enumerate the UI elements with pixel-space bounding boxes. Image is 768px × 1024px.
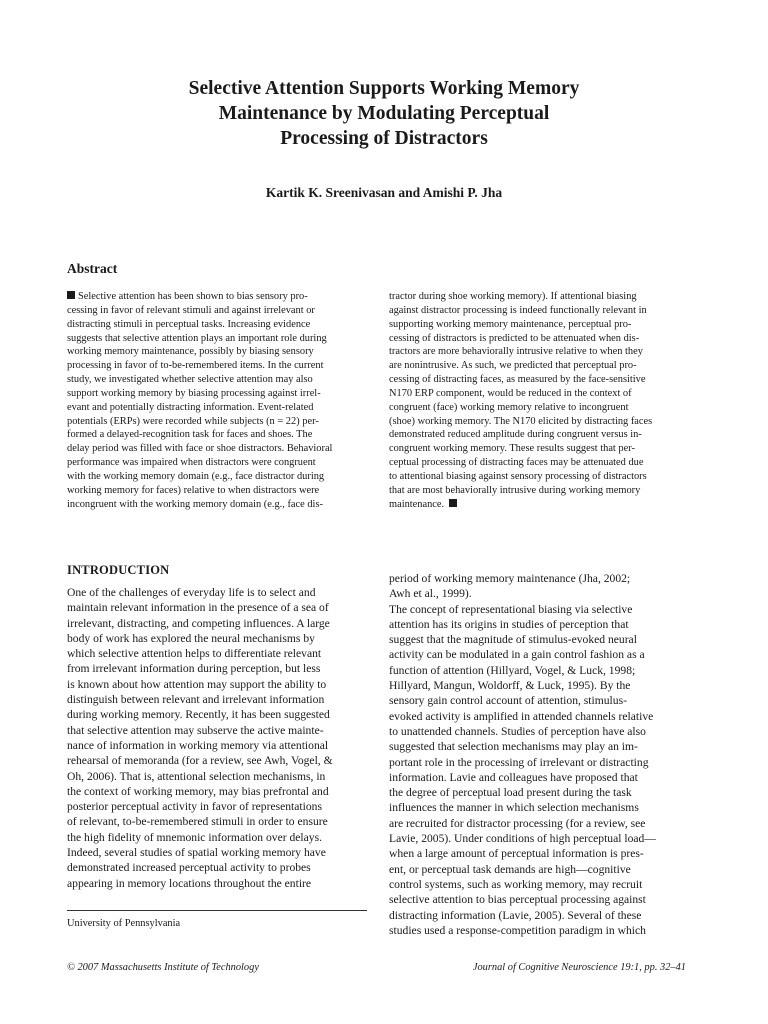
text-line: selective attention to bias perceptual processing against <box>389 893 646 907</box>
text-line: processing in favor of to-be-remembered items. In the current <box>67 360 324 372</box>
text-line: cessing in favor of relevant stimuli and against irrelevant or <box>67 304 315 316</box>
abstract-left-column <box>67 290 367 512</box>
text-line: when a large amount of perceptual information is pres- <box>389 847 644 861</box>
affiliation: University of Pennsylvania <box>67 918 181 929</box>
footnote-divider <box>67 910 367 911</box>
text-line: study, we investigated whether selective attention may also <box>67 374 313 386</box>
text-line: Oh, 2006). That is, attentional selection mechanisms, in <box>67 769 326 783</box>
text-line: support working memory by biasing processing against irrel- <box>67 387 321 399</box>
text-line: period of working memory maintenance (Jha, 2002; <box>389 572 631 585</box>
text-line: evant and potentially distracting information. Event-related <box>67 401 314 413</box>
text-line: (shoe) working memory. The N170 elicited by distracting faces <box>389 415 653 427</box>
text-line: maintenance. <box>389 498 689 512</box>
text-line: Lavie, 2005). Under conditions of high perceptual load— <box>389 832 656 846</box>
text-line: cessing of distracting faces, as measured by the face-sensitive <box>389 374 646 386</box>
text-line: Hillyard, Mangun, Woldorff, & Luck, 1995). By the <box>389 679 631 693</box>
text-line: cessing of distractors is predicted to be attenuated when dis- <box>389 332 640 344</box>
text-line: congruent (face) working memory relative to incongruent <box>389 401 629 413</box>
abstract-start-square-icon <box>67 291 75 299</box>
text-line: influences the manner in which selection mechanisms <box>389 801 639 815</box>
text-line: to attentional biasing against sensory processing of distractors <box>389 470 647 482</box>
text-line: One of the challenges of everyday life is to select and <box>67 586 316 599</box>
introduction-heading: INTRODUCTION <box>67 563 170 577</box>
text-line: demonstrated reduced amplitude during congruent versus in- <box>389 429 642 441</box>
text-line: are nonintrusive. As such, we predicted that perceptual pro- <box>389 360 637 372</box>
abstract-end-square-icon <box>449 499 457 507</box>
text-line: are recruited for distractor processing (for a review, see <box>389 816 646 830</box>
text-line: control systems, such as working memory, may recruit <box>389 877 643 891</box>
text-line: nance of information in working memory via attentional <box>67 738 329 752</box>
abstract-right-column <box>389 290 689 512</box>
text-line: incongruent with the working memory domain (e.g., face dis- <box>67 498 323 510</box>
text-line: evoked activity is amplified in attended channels relative <box>389 709 654 723</box>
text-line: suggested that selection mechanisms may play an im- <box>389 740 638 754</box>
text-line: rehearsal of memoranda (for a review, see Awh, Vogel, & <box>67 754 333 768</box>
text-line: studies used a response-competition paradigm in which <box>389 923 646 937</box>
abstract-heading: Abstract <box>67 261 118 276</box>
text-line: attention has its origins in studies of perception that <box>389 617 629 631</box>
text-line: which selective attention helps to differentiate relevant <box>67 647 322 661</box>
text-line: The concept of representational biasing via selective <box>389 602 633 616</box>
text-line: supporting working memory maintenance, perceptual pro- <box>389 318 632 330</box>
text-line: with the working memory domain (e.g., face distractor during <box>67 470 325 482</box>
text-line: demonstrated increased perceptual activity to probes <box>67 861 311 875</box>
text-line: tractors are more behaviorally intrusive relative to when they <box>389 346 643 358</box>
text-line: from irrelevant information during perception, but less <box>67 662 321 676</box>
text-line: formed a delayed-recognition task for faces and shoes. The <box>67 429 313 441</box>
text-line: activity can be modulated in a gain control fashion as a <box>389 648 645 662</box>
text-line: delay period was filled with face or shoe distractors. Behavioral <box>67 443 333 455</box>
text-line: the high fidelity of mnemonic information over delays. <box>67 830 323 844</box>
text-line: working memory for faces) relative to when distractors were <box>67 484 320 496</box>
text-line: tractor during shoe working memory). If attentional biasing <box>389 291 637 302</box>
text-line: working memory maintenance, possibly by biasing sensory <box>67 346 314 358</box>
text-line: suggest that the magnitude of stimulus-evoked neural <box>389 633 637 647</box>
text-line: that selective attention may subserve the active mainte- <box>67 723 324 737</box>
text-line: the context of working memory, may bias prefrontal and <box>67 784 329 798</box>
text-line: distracting information (Lavie, 2005). Several of these <box>389 908 642 922</box>
text-line: Indeed, several studies of spatial working memory have <box>67 846 326 860</box>
copyright-notice: © 2007 Massachusetts Institute of Technology <box>67 962 259 973</box>
text-line: against distractor processing is indeed functionally relevant in <box>389 304 647 316</box>
text-line: irrelevant, distracting, and competing influences. A large <box>67 616 330 630</box>
title-line: Maintenance by Modulating Perceptual <box>218 103 550 124</box>
text-line: ent, or perceptual task demands are high—cognitive <box>389 862 631 876</box>
text-line: the degree of perceptual load present during the task <box>389 786 632 800</box>
text-line: is known about how attention may support the ability to <box>67 677 327 691</box>
text-line: distracting stimuli in perceptual tasks. Increasing evidence <box>67 318 311 330</box>
text-line: of relevant, to-be-remembered stimuli in order to ensure <box>67 815 328 829</box>
text-line: information. Lavie and colleagues have proposed that <box>389 770 638 784</box>
paper-title <box>90 76 678 151</box>
introduction-left-column <box>67 585 367 891</box>
text-line: potentials (ERPs) were recorded while subjects (n = 22) per- <box>67 415 319 427</box>
text-line: congruent working memory. These results suggest that per- <box>389 443 635 455</box>
title-line: Selective Attention Supports Working Memory <box>188 78 580 99</box>
text-line: appearing in memory locations throughout the entire <box>67 876 312 890</box>
text-line: performance was impaired when distractors were congruent <box>67 457 316 469</box>
authors: Kartik K. Sreenivasan and Amishi P. Jha <box>265 185 503 200</box>
text-line: that are most behaviorally intrusive during working memory <box>389 484 641 496</box>
text-line: suggests that selective attention plays an important role during <box>67 332 327 344</box>
text-line: posterior perceptual activity in favor of representations <box>67 800 322 814</box>
text-line: N170 ERP component, would be reduced in the context of <box>389 387 632 399</box>
text-line: to unattended channels. Studies of perception have also <box>389 724 646 738</box>
text-line: portant role in the processing of irrelevant or distracting <box>389 755 649 769</box>
text-line: function of attention (Hillyard, Vogel, & Luck, 1998; <box>389 663 636 677</box>
introduction-right-column <box>389 571 689 938</box>
text-line: Awh et al., 1999). <box>389 587 472 601</box>
title-line: Processing of Distractors <box>280 128 488 149</box>
text-line: maintain relevant information in the presence of a sea of <box>67 601 329 615</box>
text-line: distinguish between relevant and irrelevant information <box>67 693 325 707</box>
text-line: sensory gain control account of attention, stimulus- <box>389 694 627 708</box>
journal-citation: Journal of Cognitive Neuroscience 19:1, pp. 32–41 <box>472 962 686 973</box>
text-line: body of work has explored the neural mechanisms by <box>67 631 315 645</box>
text-line: during working memory. Recently, it has been suggested <box>67 708 330 722</box>
text-line: Selective attention has been shown to bias sensory pro- <box>67 290 367 304</box>
text-line: ceptual processing of distracting faces may be attenuated due <box>389 457 644 469</box>
